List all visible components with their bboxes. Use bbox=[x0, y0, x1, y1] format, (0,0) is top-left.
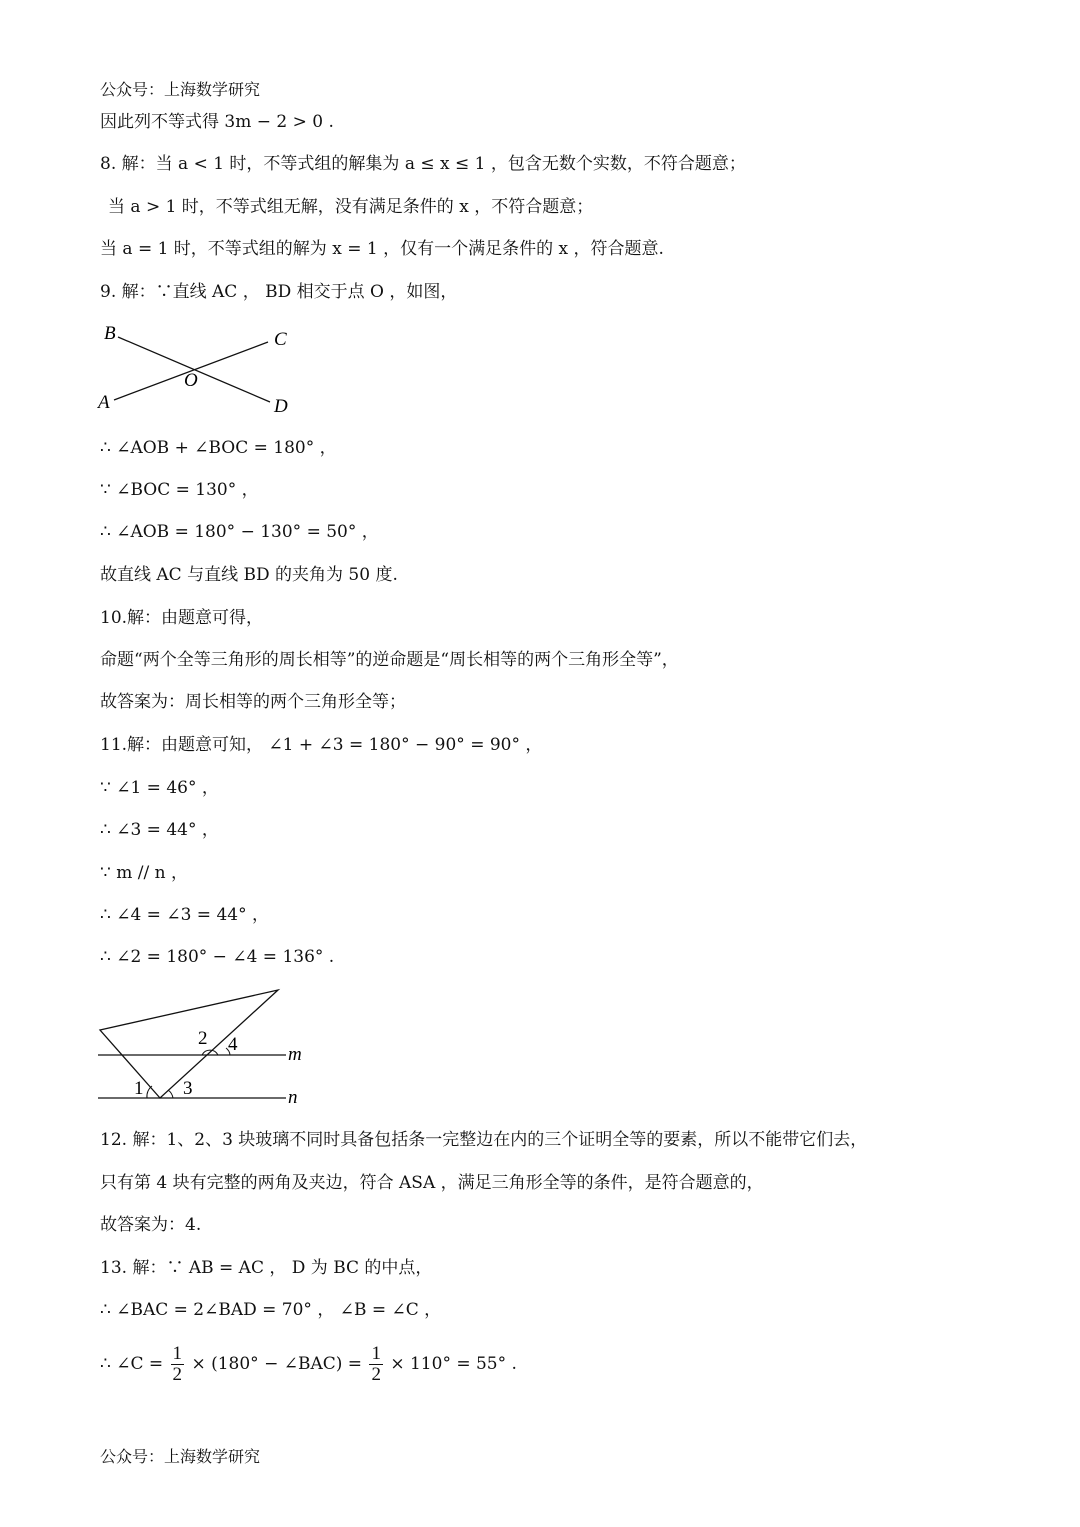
header-text: 公众号：上海数学研究 bbox=[100, 80, 261, 99]
text-line: 命题“两个全等三角形的周长相等”的逆命题是“周长相等的两个三角形全等”， bbox=[100, 650, 679, 670]
text-line: 故直线 AC 与直线 BD 的夹角为 50 度. bbox=[100, 565, 398, 585]
text-line: 因此列不等式得 3m − 2 > 0 . bbox=[100, 112, 334, 132]
fraction-denominator: 2 bbox=[172, 1364, 183, 1385]
text-line: 当 a > 1 时，不等式组无解，没有满足条件的 x ，不符合题意； bbox=[108, 197, 594, 217]
label-2: 2 bbox=[198, 1028, 208, 1049]
label-m: m bbox=[288, 1044, 302, 1065]
label-n: n bbox=[288, 1087, 298, 1108]
text-line: 8. 解：当 a < 1 时，不等式组的解集为 a ≤ x ≤ 1 ，包含无数个实数，不符合题意； bbox=[100, 154, 746, 174]
text-line: 11.解：由题意可知， ∠1 + ∠3 = 180° − 90° = 90° ， bbox=[100, 735, 543, 755]
text-line: 9. 解：∵直线 AC ， BD 相交于点 O ，如图， bbox=[100, 282, 458, 302]
text-line: ∵ ∠BOC = 130° ， bbox=[100, 480, 259, 500]
text-line: 12. 解：1、2、3 块玻璃不同时具备包括条一完整边在内的三个证明全等的要素，所以不能带它们去， bbox=[100, 1130, 868, 1150]
intersecting-lines-figure bbox=[90, 315, 310, 420]
text-line: ∴ ∠2 = 180° − ∠4 = 136° . bbox=[100, 947, 335, 967]
fraction-denominator: 2 bbox=[371, 1364, 381, 1385]
label-3: 3 bbox=[183, 1078, 193, 1099]
text-line: ∴ ∠AOB = 180° − 130° = 50° ， bbox=[100, 522, 379, 542]
label-o: O bbox=[184, 370, 198, 391]
label-d: D bbox=[274, 396, 288, 417]
fraction-one-half bbox=[171, 1344, 185, 1385]
text-line: ∵ m // n ， bbox=[100, 863, 188, 883]
equation-middle: × (180° − ∠BAC) = bbox=[191, 1354, 363, 1374]
text-line: 当 a = 1 时，不等式组的解为 x = 1 ，仅有一个满足条件的 x ，符合题意. bbox=[100, 239, 664, 259]
text-line: ∴ ∠3 = 44° ， bbox=[100, 820, 219, 840]
text-line: 只有第 4 块有完整的两角及夹边，符合 ASA ，满足三角形全等的条件，是符合题意的， bbox=[100, 1173, 764, 1193]
angle-3-arc bbox=[168, 1090, 173, 1098]
footer-text: 公众号：上海数学研究 bbox=[100, 1447, 261, 1466]
text-line-fraction bbox=[100, 1342, 517, 1386]
label-1: 1 bbox=[134, 1078, 144, 1099]
label-b: B bbox=[104, 323, 116, 344]
text-line: 13. 解：∵ AB = AC ， D 为 BC 的中点， bbox=[100, 1258, 433, 1278]
label-4: 4 bbox=[228, 1034, 238, 1055]
equation-suffix: × 110° = 55° . bbox=[390, 1354, 517, 1374]
fraction-numerator: 1 bbox=[172, 1343, 183, 1364]
text-line: ∴ ∠BAC = 2∠BAD = 70° ， ∠B = ∠C ， bbox=[100, 1300, 442, 1320]
text-line: ∵ ∠1 = 46° ， bbox=[100, 778, 219, 798]
text-line: ∴ ∠AOB + ∠BOC = 180° ， bbox=[100, 438, 337, 458]
fraction-numerator: 1 bbox=[371, 1343, 381, 1364]
equation-prefix: ∴ ∠C = bbox=[100, 1354, 164, 1374]
text-line: 故答案为：周长相等的两个三角形全等； bbox=[100, 692, 406, 712]
text-line: ∴ ∠4 = ∠3 = 44° ， bbox=[100, 905, 269, 925]
fraction-one-half bbox=[369, 1344, 383, 1385]
text-line: 10.解：由题意可得， bbox=[100, 608, 264, 628]
label-c: C bbox=[274, 329, 287, 350]
parallel-lines-triangle-figure bbox=[90, 980, 320, 1110]
text-line: 故答案为：4. bbox=[100, 1215, 202, 1235]
label-a: A bbox=[98, 392, 110, 413]
